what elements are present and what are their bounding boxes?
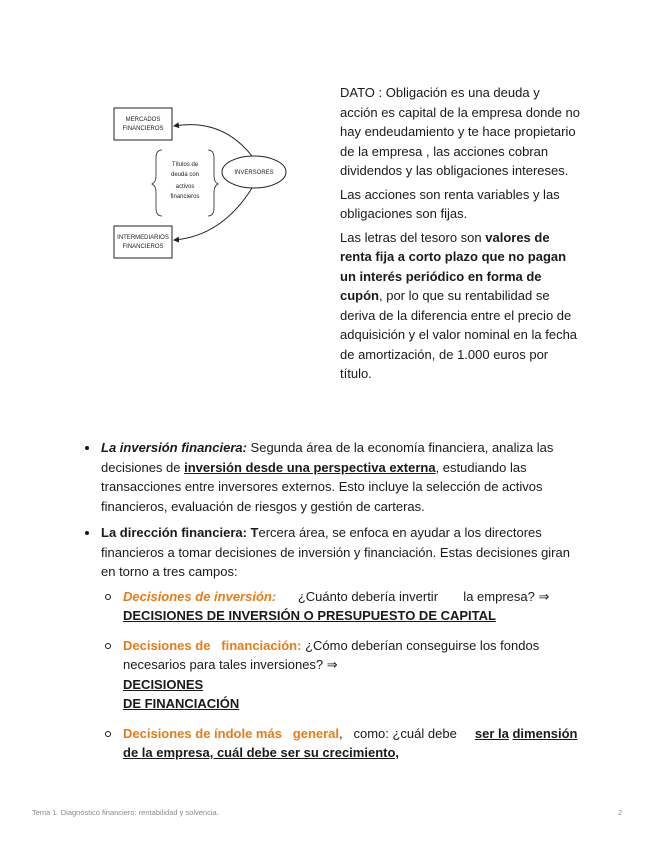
sub-bullet-financiacion [101,636,582,714]
dato-paragraph: DATO : Obligación es una deuda y acción es capital de la empresa donde no hay endeudamiento y te hace propietario de la empresa , las acciones cobran dividendos y las obligaciones intereses. [340,85,580,178]
sub-2-text: ¿Cómo deberían conseguirse los fondos necesarios para tales inversiones? ⇒ [123,637,540,672]
bullet-1-text-c: , estudiando las transacciones entre inversores externos. Esto incluye la selección de activos financieros, evaluación de riesgos y gestión de carteras. [101,459,543,514]
intermediarios-label-1: INTERMEDIARIOS [117,235,169,241]
letras-text-c: , por lo que su rentabilidad se deriva de la diferencia entre el precio de adquisición y el valor nominal en la fecha de amortización, de 1.000 euros por título. [340,288,578,381]
inversores-label: INVERSORES [234,170,274,176]
bullet-1-text-a: Segunda área de la economía financiera, analiza las decisiones de [101,440,554,475]
sub-2-result-1: DECISIONES [123,676,204,692]
sub-bullet-inversion [101,587,582,626]
sub-1-text: ¿Cuánto debería invertir la empresa? ⇒ [276,588,550,604]
bullet-2-text-a: T [246,525,259,540]
left-brace [152,150,162,216]
sub-2-label: Decisiones de financiación: [123,637,302,653]
sub-3-bold-1: ser la [474,725,509,741]
center-label-1: Títulos de [171,162,199,168]
sub-bullet-list [101,587,582,763]
sub-1-label: Decisiones de inversión: [123,588,277,604]
bullet-2-text-b: ercera área, se enfoca en ayudar a los directores financieros a tomar decisiones de inversión y financiación. Estas decisiones giran en torno a tres campos: [101,525,570,579]
sub-3-text: , como: ¿cuál debe [339,725,475,741]
main-content [82,438,582,773]
diagram-svg [112,100,302,268]
center-label-4: financieros [170,194,200,200]
bullet-1-emphasis: inversión desde una perspectiva externa [184,459,436,475]
sub-3-label: Decisiones de índole más general [123,725,340,741]
letras-tesoro-paragraph [340,228,580,384]
sub-bullet-general [101,724,582,763]
bullet-inversion-financiera [82,438,582,516]
intermediarios-box [114,226,172,258]
bullet-2-title: La dirección financiera: [101,525,247,540]
center-label-2: deuda con [170,172,200,178]
financial-flow-diagram [112,100,302,268]
bullet-list [82,438,582,763]
bullet-direccion-financiera [82,523,582,763]
letras-text-bold: valores de renta fija a corto plazo que no pagan un interés periódico en forma de cupón [340,229,567,303]
center-label-3: activos [175,184,195,190]
sub-2-result-2: DE FINANCIACIÓN [123,696,240,711]
sub-1-result: DECISIONES DE INVERSIÓN O PRESUPUESTO DE CAPITAL [123,608,496,623]
page-number: 2 [618,808,623,817]
arrow-to-mercados [174,125,252,156]
bullet-1-title: La inversión financiera: [101,440,247,455]
mercados-box [114,108,172,140]
sub-3-bold-2: dimensión de la empresa, cuál debe ser su crecimiento, [123,725,578,760]
acciones-paragraph: Las acciones son renta variables y las obligaciones son fijas. [340,186,560,221]
footer-title: Tema 1. Diagnóstico financiero: rentabilidad y solvencia. [32,808,219,817]
side-notes [340,83,580,388]
right-brace [208,150,218,216]
intermediarios-label-2: FINANCIEROS [122,244,164,250]
mercados-label-2: FINANCIEROS [122,126,164,132]
mercados-label-1: MERCADOS [125,117,161,123]
letras-text-a: Las letras del tesoro son [340,229,486,245]
